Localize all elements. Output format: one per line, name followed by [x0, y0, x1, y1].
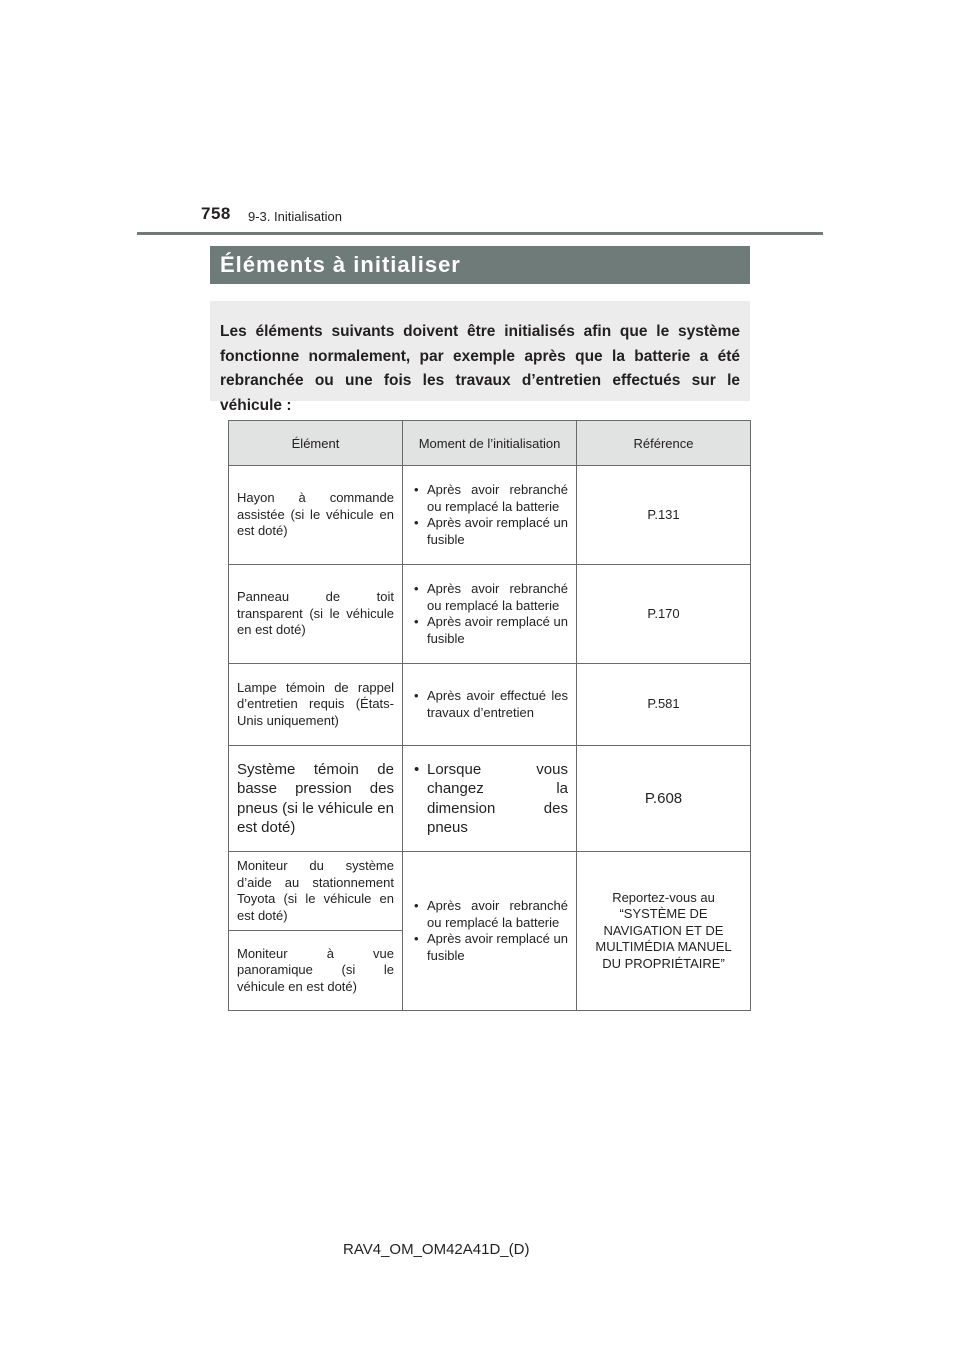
moment-item	[411, 931, 568, 964]
bullet-icon: •	[414, 482, 419, 497]
bullet-icon: •	[414, 688, 419, 703]
page-number: 758	[201, 204, 231, 223]
reference-cell[interactable]: P.170	[577, 565, 751, 664]
moment-list	[411, 482, 568, 548]
bullet-icon: •	[414, 898, 419, 913]
page-title: Éléments à initialiser	[220, 252, 461, 277]
moment-list	[411, 898, 568, 964]
moment-item	[411, 760, 568, 838]
moment-cell	[403, 852, 577, 1011]
moment-item	[411, 581, 568, 614]
bullet-icon: •	[414, 581, 419, 596]
element-cell: Moniteur à vue panoramique (si le véhicule en est doté)	[229, 931, 403, 1011]
moment-text: Après avoir remplacé un fusible	[427, 931, 568, 963]
moment-item	[411, 898, 568, 931]
moment-cell	[403, 664, 577, 746]
element-cell: Lampe témoin de rappel d’entretien requis (États-Unis uniquement)	[229, 664, 403, 746]
bullet-icon: •	[414, 614, 419, 629]
moment-list	[411, 760, 568, 838]
bullet-icon: •	[414, 760, 420, 778]
moment-list	[411, 581, 568, 647]
bullet-icon: •	[414, 515, 419, 530]
intro-box	[210, 301, 750, 414]
moment-list	[411, 688, 568, 721]
moment-text: Après avoir rebranché ou remplacé la batterie	[427, 898, 568, 930]
moment-text: Après avoir rebranché ou remplacé la batterie	[427, 482, 568, 514]
table-row	[229, 746, 751, 852]
column-header-reference: Référence	[577, 421, 751, 466]
table-row	[229, 852, 751, 931]
section-title-bar	[210, 246, 750, 284]
reference-cell[interactable]: P.608	[577, 746, 751, 852]
moment-text: Après avoir rebranché ou remplacé la batterie	[427, 581, 568, 613]
moment-text: Après avoir effectué les travaux d’entretien	[427, 688, 568, 720]
element-cell: Système témoin de basse pression des pneus (si le véhicule en est doté)	[229, 746, 403, 852]
moment-item	[411, 688, 568, 721]
moment-item	[411, 482, 568, 515]
intro-text: Les éléments suivants doivent être initialisés afin que le système fonctionne normalement, par exemple après que la batterie a été rebranchée ou une fois les travaux d’entretien effectués sur le véhicule :	[220, 323, 740, 414]
moment-item	[411, 515, 568, 548]
element-cell: Hayon à commande assistée (si le véhicule en est doté)	[229, 466, 403, 565]
moment-text: Lorsque vous changez la dimension des pneus	[427, 760, 568, 836]
table-row	[229, 466, 751, 565]
bullet-icon: •	[414, 931, 419, 946]
table-header-row	[229, 421, 751, 466]
moment-item	[411, 614, 568, 647]
element-cell: Panneau de toit transparent (si le véhicule en est doté)	[229, 565, 403, 664]
element-cell: Moniteur du système d’aide au stationnement Toyota (si le véhicule en est doté)	[229, 852, 403, 931]
initialization-table	[228, 420, 751, 1011]
column-header-element: Élément	[229, 421, 403, 466]
header-rule	[137, 232, 823, 235]
reference-cell[interactable]: P.131	[577, 466, 751, 565]
moment-cell	[403, 565, 577, 664]
table-row	[229, 664, 751, 746]
document-code: RAV4_OM_OM42A41D_(D)	[343, 1241, 530, 1258]
reference-cell[interactable]: P.581	[577, 664, 751, 746]
moment-text: Après avoir remplacé un fusible	[427, 515, 568, 547]
moment-cell	[403, 746, 577, 852]
section-label: 9-3. Initialisation	[248, 209, 342, 224]
column-header-moment: Moment de l’initialisation	[403, 421, 577, 466]
table-row	[229, 565, 751, 664]
reference-cell[interactable]: Reportez-vous au “SYSTÈME DE NAVIGATION ET DE MULTIMÉDIA MANUEL DU PROPRIÉTAIRE”	[577, 852, 751, 1011]
moment-cell	[403, 466, 577, 565]
moment-text: Après avoir remplacé un fusible	[427, 614, 568, 646]
